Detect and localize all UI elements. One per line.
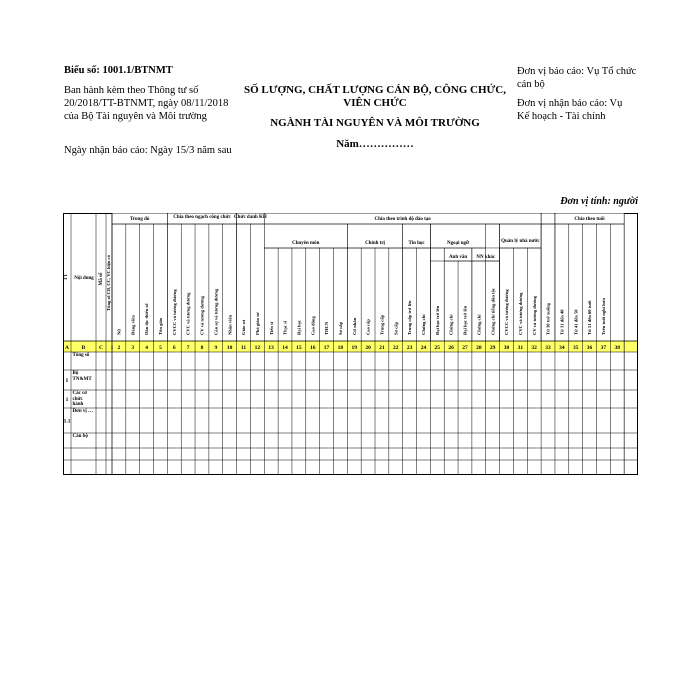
subgroup-chuyen-mon: Chuyên môn (292, 241, 320, 246)
unit-label: Đơn vị tính: người (560, 196, 638, 207)
column-header: Từ 51 đến 60 tuổi (587, 300, 593, 335)
index-cell: C (99, 345, 103, 351)
header-cell (431, 248, 444, 260)
index-cell: 23 (406, 345, 413, 351)
column-header: Giáo sư (241, 319, 247, 335)
index-cell: 15 (296, 345, 302, 351)
column-header: CVCC và tương đương (504, 289, 510, 335)
reporting-unit: Đơn vị báo cáo: Vụ Tổ chức cán bộ (517, 66, 637, 90)
index-cell: 18 (337, 345, 344, 351)
column-header: Cao cấp (365, 319, 371, 335)
column-header: Trung cấp trở lên (407, 300, 413, 335)
group-header-ngach: Chia theo ngạch công chức (173, 215, 231, 220)
index-cell: 33 (545, 345, 551, 351)
index-cell: 17 (323, 345, 330, 351)
body-row-content: Bộ TN&MT (72, 371, 92, 382)
column-header: Dân tộc thiểu số (144, 303, 150, 335)
body-row-content: Tổng số (72, 353, 90, 358)
index-cell: 12 (254, 345, 261, 351)
index-cell: 25 (434, 345, 441, 351)
header-stt: TT (64, 273, 69, 281)
index-cell: 11 (240, 345, 247, 351)
index-cell: 6 (172, 345, 176, 351)
index-cell: 7 (186, 345, 190, 351)
index-cell: 31 (517, 345, 524, 351)
group-header-trinh-do: Chia theo trình độ đào tạo (374, 217, 431, 222)
index-cell: 9 (214, 345, 218, 351)
column-header: CV và tương đương (199, 296, 205, 335)
report-subtitle: NGÀNH TÀI NGUYÊN VÀ MÔI TRƯỜNG (270, 117, 480, 129)
column-header: Sơ cấp (337, 321, 343, 335)
group-header-tuoi: Chia theo tuổi (574, 217, 605, 222)
index-cell: 20 (365, 345, 371, 351)
index-cell: 30 (503, 345, 510, 351)
column-header: Chứng chỉ (448, 314, 454, 335)
index-cell: 36 (586, 345, 593, 351)
subgroup-chinh-tri: Chính trị (365, 241, 385, 246)
index-cell: 19 (351, 345, 357, 351)
index-cell: 34 (559, 345, 565, 351)
index-cell: 22 (393, 345, 399, 351)
statistics-table (63, 213, 638, 475)
index-cell: 29 (489, 345, 496, 351)
column-header: Tiến sĩ (268, 321, 274, 335)
column-header: CVC và tương đương (185, 292, 191, 335)
receiving-unit: Đơn vị nhận báo cáo: Vụ Kế hoạch - Tài chính (517, 98, 623, 122)
index-cell: 24 (420, 345, 427, 351)
index-cell: 1 (110, 345, 114, 351)
column-header: Phó giáo sư (254, 312, 260, 335)
column-header: Nữ (116, 328, 122, 335)
index-cell: B (81, 345, 86, 351)
subgroup-anh-van: Anh văn (448, 255, 468, 260)
subgroup-nn-khac: NN khác (476, 255, 496, 260)
column-header: THCN (324, 321, 330, 335)
body-row-content: Các cơ chức hành (72, 391, 88, 408)
column-header: Cán sự và tương đương (213, 288, 219, 335)
index-cell: 14 (282, 345, 288, 351)
column-header: Sơ cấp (393, 321, 399, 335)
column-header: Đại học trở lên (462, 305, 468, 335)
column-header: Chứng chỉ tiếng dân tộc (490, 288, 496, 335)
report-date: Ngày nhận báo cáo: Ngày 15/3 năm sau (64, 145, 232, 156)
header-content: Nội dung (74, 276, 94, 281)
header-code: Mã số (99, 272, 104, 286)
group-header-trong-do: Trong đó (129, 217, 150, 222)
issued-with-note: Ban hành kèm theo Thông tư số 20/2018/TT-BTNMT, ngày 08/11/2018 của Bộ Tài nguyên và Môi trường (64, 85, 229, 122)
index-cell: A (65, 345, 69, 351)
column-header: Chứng chỉ (421, 314, 427, 335)
body-row-stt: 1.1 (63, 418, 71, 425)
column-header: Trên tuổi nghỉ hưu (600, 297, 606, 335)
column-header: Cử nhân (351, 317, 357, 335)
index-cell: 16 (309, 345, 316, 351)
index-cell: 35 (572, 345, 579, 351)
header-total: Tổng số CB, CC, VC hiện có (106, 255, 111, 311)
index-cell: 37 (600, 345, 607, 351)
column-header: Chứng chỉ (476, 314, 482, 335)
column-header: Đảng viên (130, 315, 136, 335)
index-cell: 27 (462, 345, 468, 351)
report-title: SỐ LƯỢNG, CHẤT LƯỢNG CÁN BỘ, CÔNG CHỨC, VIÊN CHỨC (244, 84, 506, 109)
group-header-chuc-danh: Chức danh KH (234, 215, 267, 220)
body-row-content: Đơn vị … (72, 409, 94, 414)
body-row-stt: 1 (65, 397, 69, 403)
body-row-content: Cán bộ (72, 434, 88, 439)
header-cell (500, 224, 541, 247)
subgroup-ngoai-ngu: Ngoại ngữ (447, 241, 470, 246)
column-header: CVCC và tương đương (171, 289, 177, 335)
column-header: Nhân viên (227, 314, 233, 335)
body-row-stt: I (65, 378, 69, 384)
index-cell: 32 (531, 345, 537, 351)
index-cell: 8 (200, 345, 204, 351)
index-cell: 3 (131, 345, 135, 351)
index-cell: 28 (476, 345, 482, 351)
column-header: Đại học trở lên (434, 305, 440, 335)
column-header: Đại học (296, 320, 302, 335)
column-header: Tôn giáo (158, 317, 164, 335)
column-header: Thạc sĩ (282, 320, 288, 335)
index-cell: 10 (226, 345, 233, 351)
column-header: CV và tương đương (531, 296, 537, 335)
index-cell: 2 (117, 345, 121, 351)
report-year: Năm…………… (336, 138, 414, 150)
index-cell: 13 (268, 345, 274, 351)
column-header: CVC và tương đương (517, 292, 523, 335)
column-header: Từ 31 đến 40 (559, 309, 565, 335)
subgroup-quan-ly-nha-nuoc: Quản lý nhà nước (501, 239, 540, 244)
index-cell: 21 (379, 345, 385, 351)
index-cell: 26 (448, 345, 454, 351)
column-header: Trung cấp (379, 314, 385, 335)
index-cell: 5 (159, 345, 162, 351)
form-code: Biểu số: 1001.1/BTNMT (64, 65, 173, 76)
subgroup-tin-hoc: Tin học (408, 241, 425, 246)
column-header: Từ 30 trở xuống (545, 303, 551, 335)
index-cell: 4 (145, 345, 148, 351)
header-cell (542, 213, 555, 223)
column-header: Cao đẳng (310, 316, 316, 335)
index-cell: 38 (614, 345, 620, 351)
column-header: Từ 41 đến 50 (573, 309, 579, 335)
